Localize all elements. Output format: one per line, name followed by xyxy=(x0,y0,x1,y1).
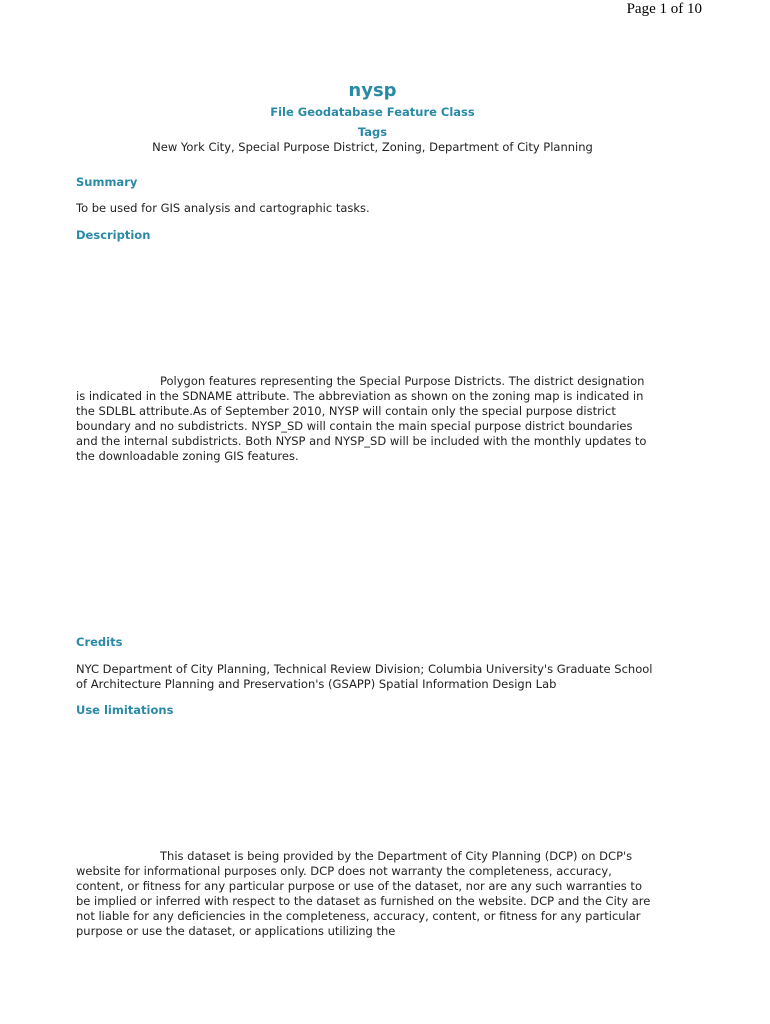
summary-heading: Summary xyxy=(76,175,138,189)
tags-list: New York City, Special Purpose District, Zoning, Department of City Planning xyxy=(152,140,593,154)
use-limitations-text: This dataset is being provided by the Department of City Planning (DCP) on DCP's website for informational purposes only. DCP does not warranty the completeness, accuracy, content, or fitness for any particular purpose or use of the dataset, nor are any such warranties to be implied or inferred with respect to the dataset as furnished on the website. DCP and the City are not liable for any deficiencies in the completeness, accuracy, content, or fitness for any particular purpose or use the dataset, or applications utilizing the xyxy=(76,849,651,938)
description-text: Polygon features representing the Special Purpose Districts. The district designation is indicated in the SDNAME attribute. The abbreviation as shown on the zoning map is indicated in the SDLBL attribute.As of September 2010, NYSP will contain only the special purpose district boundary and no subdistricts. NYSP_SD will contain the main special purpose district boundaries and the internal subdistricts. Both NYSP and NYSP_SD will be included with the monthly updates to the downloadable zoning GIS features. xyxy=(76,374,647,463)
document-title: nysp xyxy=(348,80,397,101)
page-number: Page 1 of 10 xyxy=(626,1,702,17)
credits-heading: Credits xyxy=(76,635,123,649)
description-heading: Description xyxy=(76,228,151,242)
document-subtitle: File Geodatabase Feature Class xyxy=(270,105,475,119)
summary-text: To be used for GIS analysis and cartographic tasks. xyxy=(76,201,370,215)
use-limitations-heading: Use limitations xyxy=(76,703,174,717)
credits-text: NYC Department of City Planning, Technical Review Division; Columbia University's Graduate School of Architecture Planning and Preservation's (GSAPP) Spatial Information Design Lab xyxy=(76,662,653,691)
tags-heading: Tags xyxy=(357,125,388,139)
